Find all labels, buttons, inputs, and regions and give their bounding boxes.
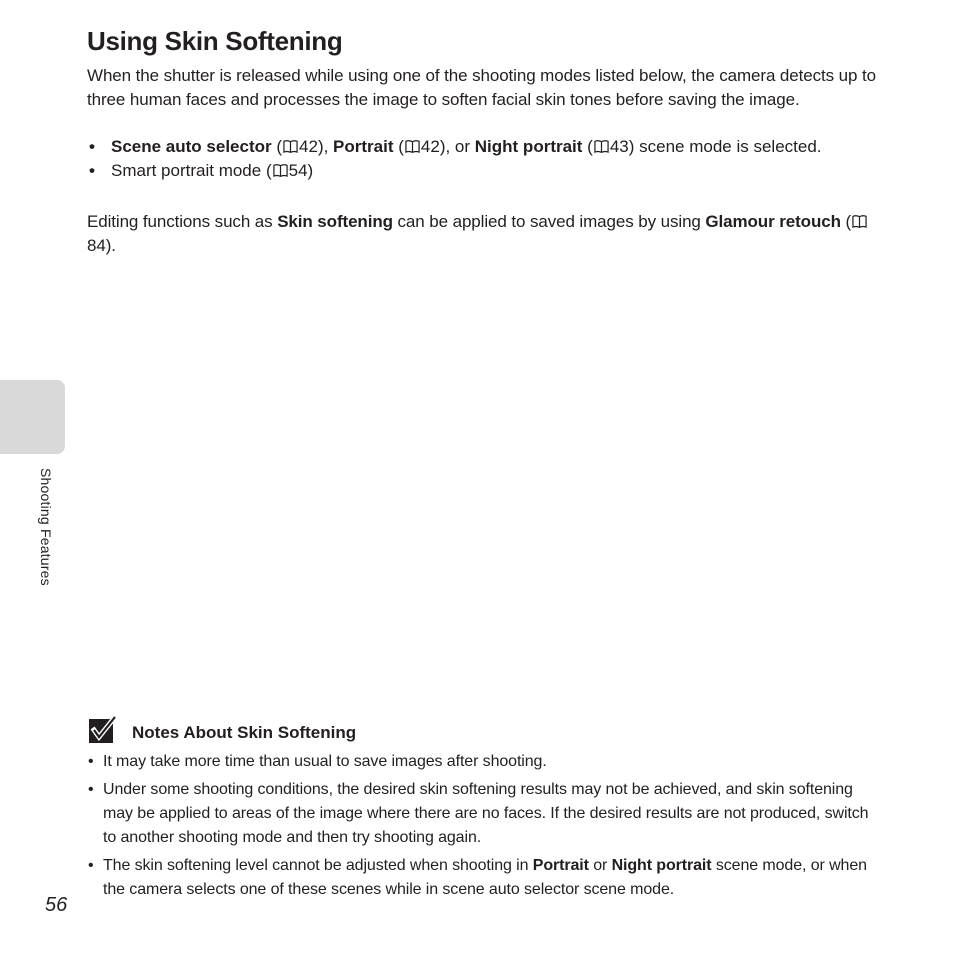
scene-auto-selector-term: Scene auto selector — [111, 137, 272, 156]
page-reference: 42 — [420, 137, 440, 156]
checkmark-icon — [88, 716, 118, 746]
list-item: • Under some shooting conditions, the desired skin softening results may not be achieved, and skin softening may be applied to areas of the image where there are no faces. If the desired results are not produced, switch to another shooting mode and then try shooting again. — [87, 778, 877, 850]
night-portrait-term: Night portrait — [611, 857, 712, 874]
list-item: • The skin softening level cannot be adjusted when shooting in Portrait or Night portrait scene mode, or when the camera selects one of these scenes while in scene auto selector scene mode. — [87, 854, 877, 902]
list-item: • It may take more time than usual to save images after shooting. — [87, 750, 877, 774]
page-title: Using Skin Softening — [87, 26, 343, 56]
list-item: • Smart portrait mode ( 54) — [87, 159, 877, 183]
page-reference: 54 — [288, 161, 308, 180]
intro-paragraph: When the shutter is released while using one of the shooting modes listed below, the camera detects up to three human faces and processes the image to soften facial skin tones before saving the image. — [87, 66, 876, 109]
glamour-retouch-term: Glamour retouch — [705, 212, 841, 231]
section-tab-label: Shooting Features — [38, 468, 54, 586]
skin-softening-term: Skin softening — [277, 212, 393, 231]
portrait-term: Portrait — [333, 137, 394, 156]
book-reference-icon — [594, 139, 609, 154]
book-reference-icon — [852, 214, 867, 229]
notes-title: Notes About Skin Softening — [132, 723, 357, 742]
page-reference: 84 — [87, 236, 106, 255]
page-reference: 42 — [299, 137, 318, 156]
book-reference-icon — [273, 163, 288, 178]
portrait-term: Portrait — [532, 857, 589, 874]
page-reference: 43 — [609, 137, 629, 156]
shooting-modes-list — [87, 135, 877, 183]
section-tab — [0, 380, 65, 454]
notes-header — [88, 716, 356, 746]
editing-paragraph: Editing functions such as Skin softening can be applied to saved images by using Glamour retouch (84). — [87, 210, 877, 258]
night-portrait-term: Night portrait — [474, 137, 583, 156]
list-item: • Scene auto selector ( 42), Portrait ( 42), or Night portrait ( 43) scene mode is selected. — [87, 135, 877, 159]
book-reference-icon — [283, 139, 298, 154]
page-number: 56 — [45, 894, 68, 916]
notes-list — [87, 750, 877, 906]
book-reference-icon — [405, 139, 420, 154]
